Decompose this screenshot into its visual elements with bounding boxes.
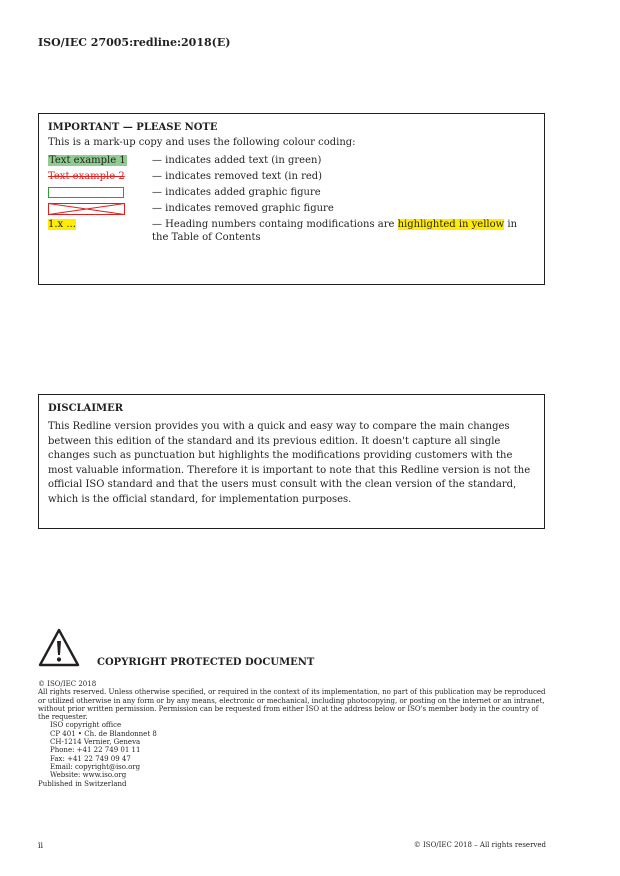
address-email: Email: copyright@iso.org [50,762,141,771]
copyright-title: COPYRIGHT PROTECTED DOCUMENT [97,657,315,668]
document-id: ISO/IEC 27005:redline:2018(E) [38,36,231,49]
legend-desc-heading [152,218,535,244]
legend-desc: — indicates removed graphic figure [152,203,334,214]
address-line: CP 401 • Ch. de Blandonnet 8 [50,729,157,738]
copyright-notice: © ISO/IEC 2018 [38,680,97,688]
added-text-sample: Text example 1 [49,155,126,166]
added-figure-sample [48,187,124,198]
important-note-box [38,113,545,285]
warning-triangle-icon [38,628,80,668]
legend-desc: — indicates added graphic figure [152,187,321,198]
legend-row-heading-numbers [48,218,535,244]
address-line: CH-1214 Vernier, Geneva [50,738,141,747]
disclaimer-title: DISCLAIMER [48,403,123,414]
colour-legend [48,154,535,244]
published-in: Published in Switzerland [38,779,127,788]
note-title: IMPORTANT — PLEASE NOTE [48,122,218,133]
disclaimer-text: This Redline version provides you with a quick and easy way to compare the main changes between this edition of the standard and its previous edition. It doesn't capture all single changes such as punctuation but highlights the modifications providing customers with the most valuable information. Therefore it is important to note that this Redline version is not the official ISO standard and that the users must consult with the clean version of the standard, which is the official standard, for implementation purposes. [48,421,531,505]
removed-figure-sample [48,203,125,215]
disclaimer-box [38,394,545,529]
legend-row-added-text [48,154,535,167]
legend-desc-line2: the Table of Contents [152,232,261,243]
note-intro: This is a mark-up copy and uses the following colour coding: [48,137,356,148]
copyright-header [38,628,558,670]
legend-desc: — indicates removed text (in red) [152,171,323,182]
highlighted-phrase: highlighted in yellow [397,219,505,230]
iso-address [38,721,546,779]
address-website: Website: www.iso.org [50,771,127,780]
footer-copyright: © ISO/IEC 2018 – All rights reserved [413,841,546,849]
highlight-sample: 1.x ... [48,219,76,230]
address-fax: Fax: +41 22 749 09 47 [50,754,131,763]
legend-desc: — indicates added text (in green) [152,155,322,166]
address-line: ISO copyright office [50,721,122,730]
page-number: ii [38,841,44,850]
removed-text-sample: Text example 2 [48,171,125,182]
address-phone: Phone: +41 22 749 01 11 [50,746,141,755]
legend-row-removed-figure [48,202,535,215]
legend-desc-start: — Heading numbers containg modifications are [152,219,395,230]
legend-row-added-figure [48,186,535,199]
copyright-fine-print [38,680,546,788]
rights-statement: All rights reserved. Unless otherwise specified, or required in the context of its implementation, no part of this publication may be reproduced or utilized otherwise in any form or by any means, electronic or mechanical, including photocopying, or posting on the internet or an intranet, without prior written permission. Permission can be requested from either ISO at the address below or ISO's member body in the country of the requester. [38,688,546,722]
legend-row-removed-text [48,170,535,183]
legend-desc-end: in [507,219,518,230]
